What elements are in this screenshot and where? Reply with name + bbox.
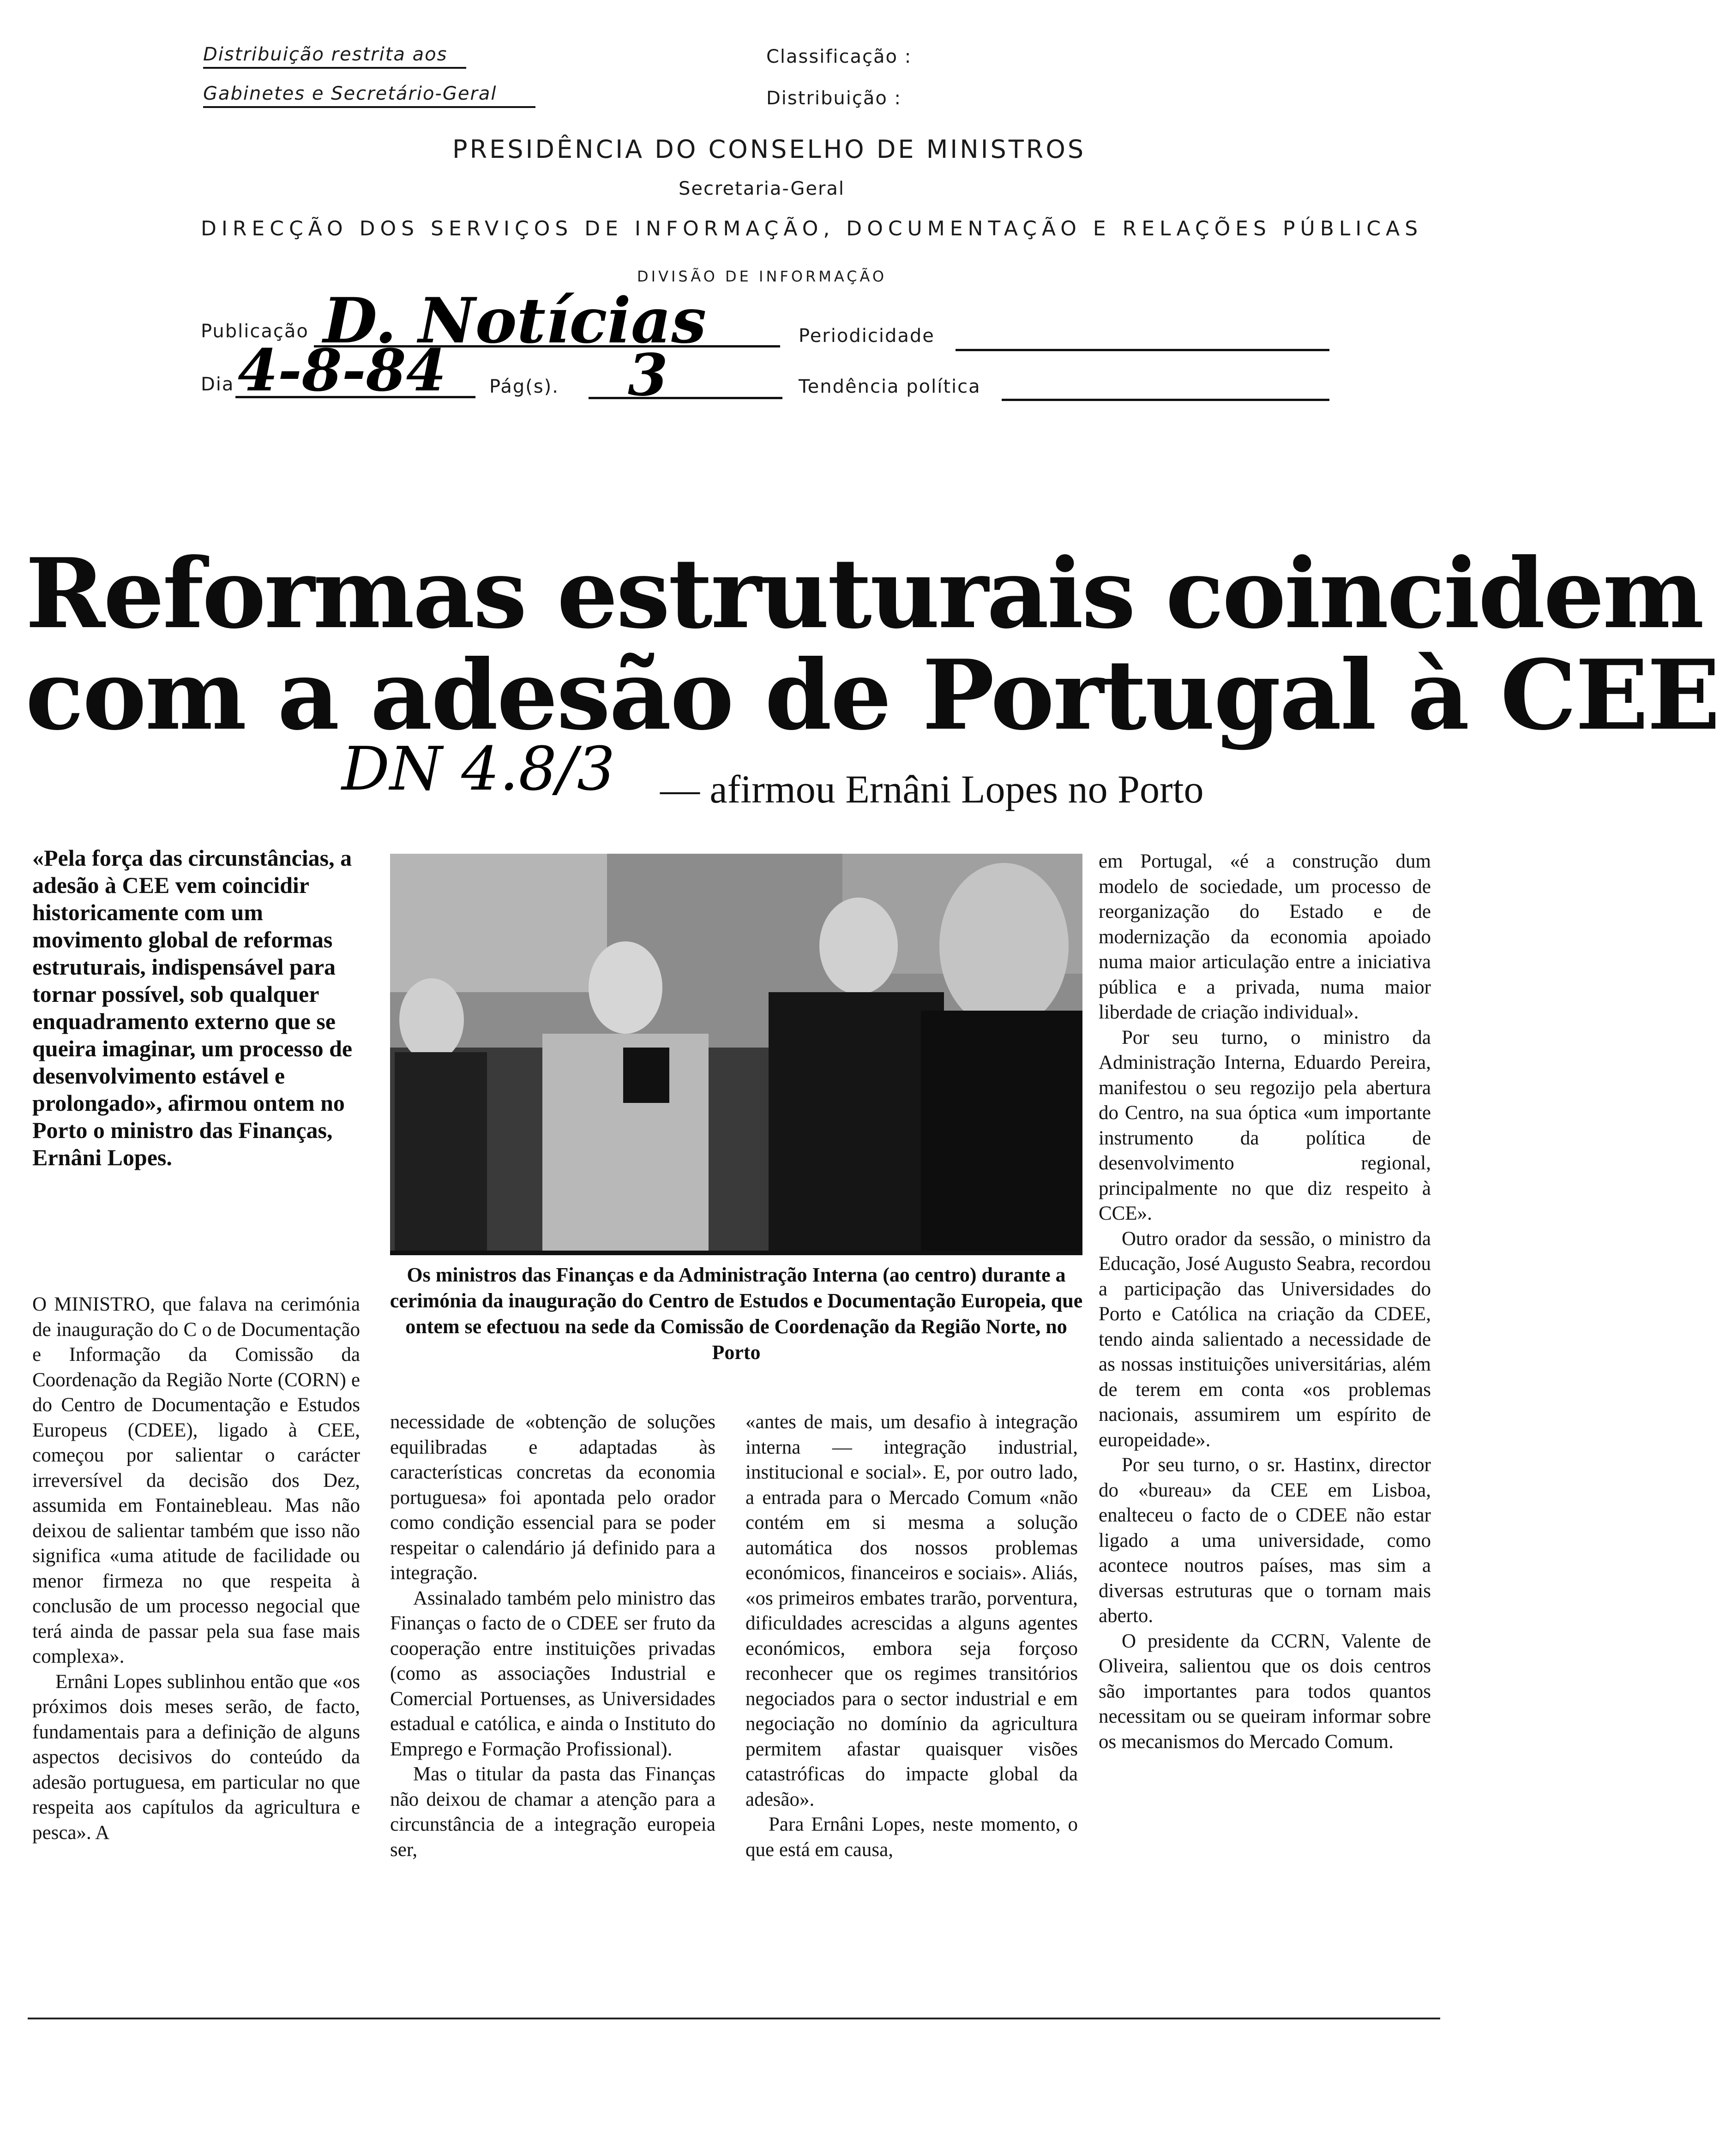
col3-paragraph-2: Para Ernâni Lopes, neste momento, o que está em causa, (745, 1814, 1078, 1861)
publication-handwritten: D. Notícias (323, 284, 707, 357)
distribution-note-line1: Distribuição restrita aos (203, 44, 466, 69)
pages-underline (589, 397, 782, 399)
col2-paragraph-1: necessidade de «obtenção de soluções equilibradas e adaptadas às características concretas da economia portuguesa» foi apontada pelo orador como condição essencial para se poder respeitar o calendário já definido para a integração. (390, 1411, 715, 1584)
directorate: DIRECÇÃO DOS SERVIÇOS DE INFORMAÇÃO, DOCUMENTAÇÃO E RELAÇÕES PÚBLICAS (201, 217, 1423, 240)
political-tendency-underline (1002, 399, 1329, 401)
pages-label: Pág(s). (489, 376, 559, 397)
col2-paragraph-2: Assinalado também pelo ministro das Finanças o facto de o CDEE ser fruto da cooperação entre instituições privadas (como as associações Industrial e Comercial Portuenses, as Universidades estadual e católica, e ainda o Instituto do Emprego e Formação Profissional). (390, 1587, 715, 1760)
column-4 (1099, 849, 1431, 1755)
classification-label: Classificação : (766, 46, 912, 67)
day-label: Dia (201, 374, 234, 395)
photo-caption: Os ministros das Finanças e da Administração Interna (ao centro) durante a cerimónia da inauguração do Centro de Estudos e Documentação Europeia, que ontem se efectuou na sede da Comissão de Coordenação da Região Norte, no Porto (390, 1264, 1083, 1364)
distribution-label: Distribuição : (766, 88, 902, 109)
distribution-note-line2: Gabinetes e Secretário-Geral (203, 83, 535, 108)
lead-paragraph: «Pela força das circunstâncias, a adesão à CEE vem coincidir historicamente com um movimento global de reformas estruturais, indispensável para tornar possível, sob qualquer enquadramento externo que se queira imaginar, um processo de desenvolvimento estável e prolongado», afirmou ontem no Porto o ministro das Finanças, Ernâni Lopes. (32, 845, 353, 1170)
pages-handwritten: 3 (628, 341, 668, 409)
subheadline: — afirmou Ernâni Lopes no Porto (660, 767, 1204, 811)
col4-paragraph-4: Por seu turno, o sr. Hastinx, director do «bureau» da CEE em Lisboa, enalteceu o facto de o CDEE não estar ligado a uma universidade, como acontece noutros países, mas sim a diversas estruturas que o tornam mais aberto. (1099, 1454, 1431, 1627)
political-tendency-label: Tendência política (799, 376, 981, 397)
division: DIVISÃO DE INFORMAÇÃO (637, 268, 887, 285)
day-handwritten: 4-8-84 (238, 337, 446, 404)
periodicity-underline (956, 349, 1329, 351)
org-subtitle: Secretaria-Geral (679, 178, 845, 199)
col3-paragraph-1: «antes de mais, um desafio à integração interna — integração industrial, institucional e social». E, por outro lado, a entrada para o Mercado Comum «não contém em si mesma a solução automática dos nossos problemas económicos, financeiros e sociais». Aliás, «os primeiros embates trarão, porventura, dificuldades acrescidas a alguns agentes económicos, embora seja forçoso reconhecer que os regimes transitórios negociados para o sector industrial e em negociação no domínio da agricultura permitem afastar quaisquer visões catastróficas do impacte global da adesão». (745, 1411, 1078, 1810)
publication-label: Publicação (201, 321, 309, 342)
col2-paragraph-3: Mas o titular da pasta das Finanças não deixou de chamar a atenção para a circunstância de a integração europeia ser, (390, 1763, 715, 1861)
column-2 (390, 1410, 715, 1863)
org-title: PRESIDÊNCIA DO CONSELHO DE MINISTROS (452, 135, 1086, 164)
col4-paragraph-5: O presidente da CCRN, Valente de Oliveira, salientou que os dois centros são importantes para todos quantos necessitam ou se queiram informar sobre os mecanismos do Mercado Comum. (1099, 1630, 1431, 1753)
bottom-rule (28, 2018, 1440, 2019)
periodicity-label: Periodicidade (799, 325, 935, 347)
photo-illustration (390, 854, 1082, 1255)
headline-line2: com a adesão de Portugal à CEE (25, 639, 1719, 752)
column-1 (32, 1292, 360, 1845)
handwritten-note: DN 4.8/3 (342, 734, 615, 804)
col1-paragraph-2: Ernâni Lopes sublinhou então que «os próximos dois meses serão, de facto, fundamentais para a definição de alguns aspectos decisivos do conteúdo da adesão portuguesa, em particular no que respeita aos capítulos da agricultura e pesca». A (32, 1671, 360, 1844)
headline-line1: Reformas estruturais coincidem (25, 538, 1703, 650)
col1-paragraph-1: O MINISTRO, que falava na cerimónia de inauguração do C o de Documentação e Informação da Comissão da Coordenação da Região Norte (CORN) e do Centro de Documentação e Estudos Europeus (CDEE), ligado à CEE, começou por salientar o carácter irreversível da decisão dos Dez, assumida em Fontainebleau. Mas não deixou de salientar também que isso não significa «uma atitude de facilidade ou menor firmeza no que respeita à conclusão de um processo negocial que terá ainda de passar pela sua fase mais complexa». (32, 1294, 360, 1667)
col4-paragraph-1: em Portugal, «é a construção dum modelo de sociedade, um processo de reorganização do Estado e de modernização da economia apoiado numa maior articulação entre a iniciativa pública e a privada, numa maior liberdade de criação individual». (1099, 850, 1431, 1023)
column-3 (745, 1410, 1078, 1863)
news-photo (390, 854, 1082, 1255)
col4-paragraph-3: Outro orador da sessão, o ministro da Educação, José Augusto Seabra, recordou a participação das Universidades do Porto e Católica na criação da CDEE, tendo ainda salientado a necessidade de as nossas instituições universitárias, além de terem em conta «os problemas nacionais, assumirem um espírito de europeidade». (1099, 1228, 1431, 1451)
col4-paragraph-2: Por seu turno, o ministro da Administração Interna, Eduardo Pereira, manifestou o seu regozijo pela abertura do Centro, na sua óptica «um importante instrumento da política de desenvolvimento regional, principalmente no que diz respeito à CCE». (1099, 1026, 1431, 1224)
